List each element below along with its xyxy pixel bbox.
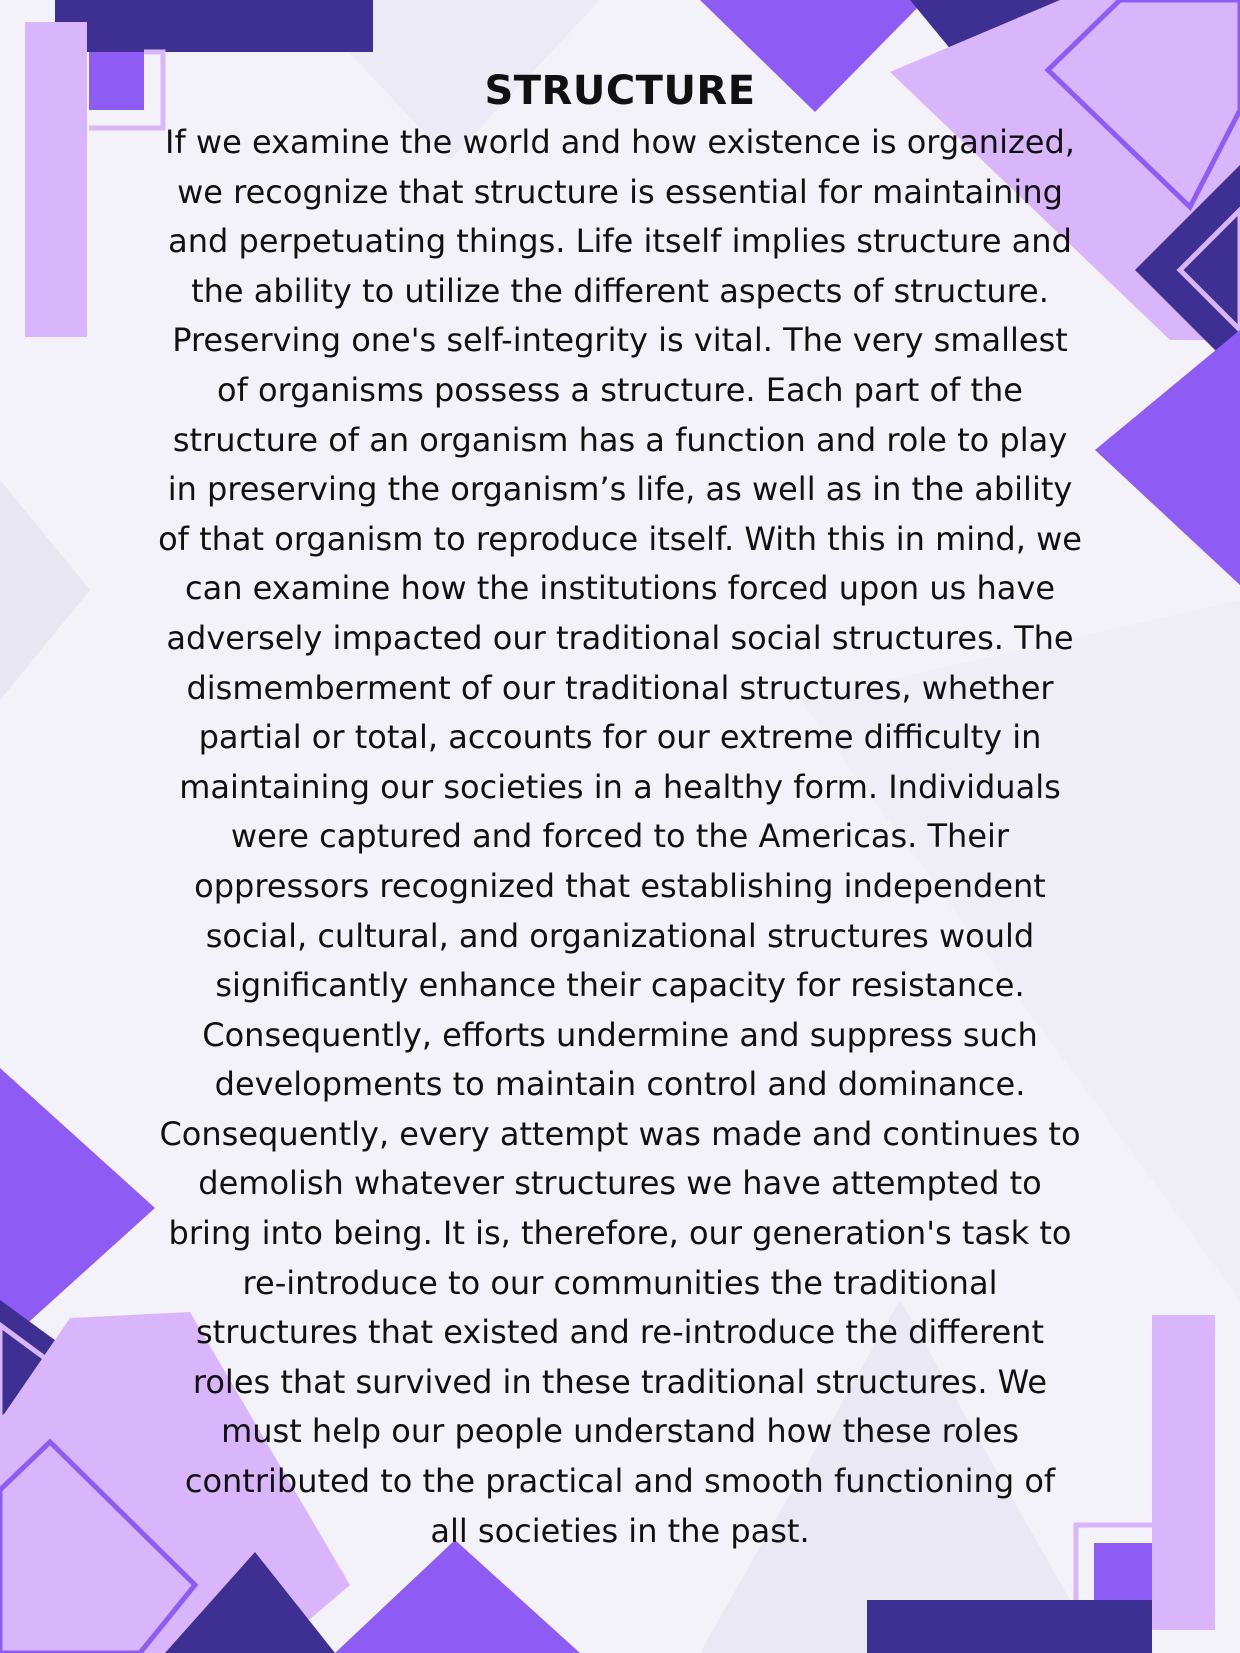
body-line: were captured and forced to the Americas. Their [230,817,1010,856]
body-line: structure of an organism has a function and role to play [172,420,1068,459]
body-line: roles that survived in these traditional structures. We [192,1362,1048,1401]
body-line: the ability to utilize the different aspects of structure. [191,271,1049,310]
body-line: developments to maintain control and dominance. [214,1065,1026,1104]
body-line: of that organism to reproduce itself. With this in mind, we [158,519,1082,558]
body-paragraph [110,118,1130,1556]
body-line: adversely impacted our traditional social structures. The [166,618,1074,657]
body-line: contributed to the practical and smooth functioning of [184,1462,1056,1501]
body-line: re-introduce to our communities the traditional [242,1263,998,1302]
top-left-light-bar [25,22,87,337]
body-line: partial or total, accounts for our extreme difficulty in [198,718,1042,757]
body-line: oppressors recognized that establishing independent [194,866,1046,905]
bottom-right-light-bar [1152,1315,1215,1630]
content-area [110,64,1130,1556]
top-left-dark-bar [55,0,373,52]
body-line: If we examine the world and how existence is organized, [165,123,1075,161]
body-line: social, cultural, and organizational structures would [205,916,1035,955]
body-line: structures that existed and re-introduce the different [195,1313,1044,1352]
body-line: Consequently, efforts undermine and suppress such [202,1015,1038,1054]
page-title: STRUCTURE [484,68,756,114]
body-line: all societies in the past. [430,1511,810,1550]
body-line: and perpetuating things. Life itself implies structure and [168,222,1072,261]
body-line: dismemberment of our traditional structures, whether [186,668,1054,707]
body-line: significantly enhance their capacity for resistance. [215,966,1025,1005]
bottom-center-purple-triangle [335,1540,580,1653]
body-line: of organisms possess a structure. Each part of the [217,370,1023,409]
body-line: bring into being. It is, therefore, our generation's task to [168,1214,1072,1253]
body-line: Consequently, every attempt was made and continues to [159,1114,1081,1153]
bg-facet-left [0,480,90,700]
body-line: Preserving one's self-integrity is vital. The very smallest [172,321,1068,360]
body-line: we recognize that structure is essential for maintaining [177,172,1063,211]
body-line: demolish whatever structures we have attempted to [198,1164,1042,1203]
body-line: must help our people understand how these roles [221,1412,1019,1451]
bottom-right-dark-bar [867,1600,1152,1653]
body-line: in preserving the organism’s life, as well as in the ability [167,470,1073,509]
body-line: can examine how the institutions forced upon us have [185,569,1055,608]
body-line: maintaining our societies in a healthy form. Individuals [179,767,1061,806]
